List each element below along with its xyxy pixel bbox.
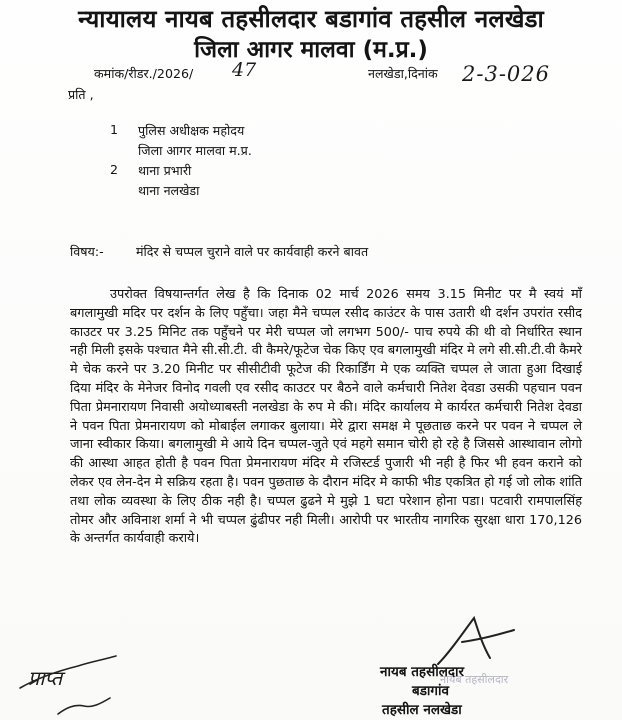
reference-label: कमांक/रीडर./2026/ <box>94 66 194 81</box>
recipient-2-number: 2 <box>110 162 119 177</box>
to-label: प्रति , <box>68 87 94 102</box>
recipient-1-title: पुलिस अधीक्षक महोदय <box>138 123 245 138</box>
received-note-handwritten: प्राप्त <box>28 666 63 690</box>
district-heading: जिला आगर मालवा (म.प्र.) <box>194 37 428 63</box>
recipient-1-address: जिला आगर मालवा म.प्र. <box>138 143 252 158</box>
signatory-designation: नायब तहसीलदार <box>380 664 465 680</box>
signatory-office: बडागांव <box>412 683 450 699</box>
received-initials-scribble <box>14 652 124 692</box>
office-heading: न्यायालय नायब तहसीलदार बडागांव तहसील नलखेडा <box>78 5 544 33</box>
subject-label: विषय:- <box>70 244 104 259</box>
recipient-2-title: थाना प्रभारी <box>138 163 192 178</box>
recipient-1-number: 1 <box>110 122 119 137</box>
place-date-label: नलखेडा,दिनांक <box>368 66 438 81</box>
subject-text: मंदिर से चप्पल चुराने वाले पर कार्यवाही करने बावत <box>136 244 369 259</box>
reference-number-handwritten: 47 <box>232 59 257 81</box>
letter-body <box>70 286 582 549</box>
signatory-tehsil: तहसील नलखेडा <box>382 702 462 718</box>
recipient-2-address: थाना नलखेडा <box>138 183 200 198</box>
office-stamp-text: नायब तहसीलदार <box>440 673 509 686</box>
body-paragraph: उपरोक्त विषयान्तर्गत लेख है कि दिनाक 02 मार्च 2026 समय 3.15 मिनीट पर मै स्वयं माँ बगलामुखी मदिर पर दर्शन के लिए पहुँचा। जहा मैने चप्पल रसीद काउंटर के पास उतारी थी दर्शन उपरांत रसीद काउटर पर 3.25 मिनिट तक पहुँचने पर मेरी चप्पल जो लगभग 500/- पाच रुपये की थी वो निर्धारित स्थान नही मिली इसके पश्चात मैने सी.सी.टी. वी कैमरे/फूटेज चेक किए एव बगलामुखी मंदिर मे लगे सी.सी.टी.वी कैमरे मे चेक करने पर 3.20 मिनीट पर सीसीटीवी फूटेज की रिकार्डिंग मे एक व्यक्ति चप्पल ले जाता हुआ दिखाई दिया मंदिर के मेनेजर विनोद गवली एव रसीद काउटर पर बैठने वाले कर्मचारी नितेश देवडा उसकी पहचान पवन पिता प्रेमनारायण निवासी अयोध्याबस्ती नलखेडा के रुप मे की। मंदिर कार्यालय मे कार्यरत कर्मचारी नितेश देवडा ने पवन पिता प्रेमनारायण को मोबाईल लगाकर बुलाया। मेरे द्वारा समक्ष मे पूछताछ करने पर पवन ने चप्पल ले जाना स्वीकार किया। बगलामुखी मे आये दिन चप्पल-जुते एवं महगे समान चोरी हो रहे है जिससे आस्थावान लोगो की आस्था आहत होती है पवन पिता प्रेमनारायण मंदिर मे रजिस्टर्ड पुजारी भी नही है फिर भी हवन कराने को लेकर एव लेन-देन मे सक्रिय रहता है। पवन पुछताछ के दौरान मंदिर मे काफी भीड एकत्रित हो गई जो लोक शांति तथा लोक व्यवस्था के लिए ठीक नही है। चप्पल ढुढने मे मुझे 1 घटा परेशान होना पडा। पटवारी रामपालसिंह तोमर और अविनाश शर्मा ने भी चप्पल ढुंढीपर नही मिली। आरोपी पर भारतीय नागरिक सुरक्षा धारा 170,126 के अन्तर्गत कार्यवाही कराये। <box>70 287 582 547</box>
date-handwritten: 2-3-026 <box>462 62 550 86</box>
